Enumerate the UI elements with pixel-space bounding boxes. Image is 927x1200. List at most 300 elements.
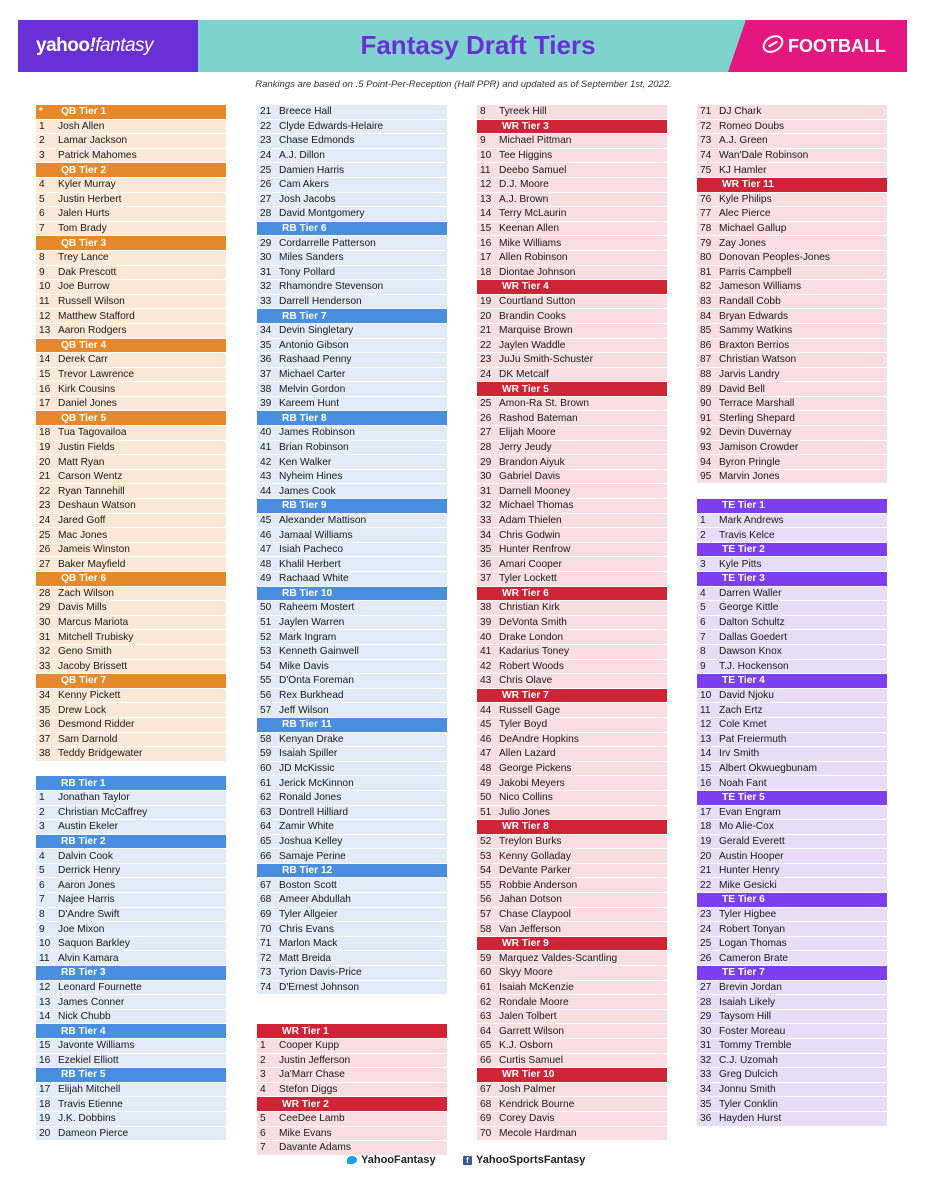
player-name: Ameer Abdullah [279, 894, 351, 906]
player-name: Romeo Doubs [719, 120, 785, 132]
player-name: Isaiah Likely [719, 996, 776, 1008]
player-row [697, 1083, 887, 1098]
player-row [36, 937, 226, 952]
player-block [477, 966, 667, 981]
player-rank: 27 [700, 981, 712, 993]
player-rank: 24 [480, 368, 492, 380]
player-rank: 11 [480, 164, 491, 176]
tier-block [477, 937, 667, 952]
player-block [36, 995, 226, 1010]
tier-label: TE Tier 2 [722, 544, 765, 556]
player-rank: 5 [39, 193, 45, 205]
player-row [697, 236, 887, 251]
player-name: Dalvin Cook [58, 850, 113, 862]
player-block [257, 1054, 447, 1069]
player-block [697, 236, 887, 251]
player-name: Rhamondre Stevenson [279, 281, 384, 293]
player-name: Brian Robinson [279, 441, 349, 453]
player-rank: 17 [39, 398, 51, 410]
tier-label: RB Tier 2 [61, 835, 106, 847]
player-row [477, 893, 667, 908]
player-rank: 26 [39, 544, 51, 556]
player-row [477, 703, 667, 718]
player-row [477, 951, 667, 966]
player-rank: 71 [700, 106, 712, 118]
player-name: Rashod Bateman [499, 412, 578, 424]
player-name: Kenneth Gainwell [279, 646, 359, 658]
player-block [477, 645, 667, 660]
player-block [36, 1039, 226, 1054]
player-name: Keenan Allen [499, 223, 560, 235]
player-block [36, 878, 226, 893]
player-block [36, 280, 226, 295]
tier-block [36, 1024, 226, 1039]
player-name: JuJu Smith-Schuster [499, 354, 593, 366]
player-name: Darren Waller [719, 587, 782, 599]
player-name: Michael Carter [279, 368, 346, 380]
player-block [257, 280, 447, 295]
tier-label: QB Tier 2 [61, 164, 107, 176]
player-name: Miles Sanders [279, 252, 344, 264]
player-row [477, 105, 667, 120]
player-rank: 9 [39, 266, 45, 278]
player-block [36, 791, 226, 806]
player-rank: 31 [480, 485, 492, 497]
player-rank: 18 [39, 1098, 51, 1110]
player-name: Najee Harris [58, 894, 115, 906]
player-row [257, 1083, 447, 1098]
player-block [477, 572, 667, 587]
tier-header [257, 309, 447, 324]
player-block [36, 499, 226, 514]
tier-block [697, 499, 887, 514]
player-name: Donovan Peoples-Jones [719, 252, 831, 264]
player-name: Tyler Lockett [499, 573, 557, 585]
player-row [697, 1024, 887, 1039]
player-block [477, 295, 667, 310]
player-name: DeVante Parker [499, 865, 571, 877]
player-row [257, 557, 447, 572]
player-row [257, 397, 447, 412]
player-rank: 12 [39, 981, 51, 993]
player-name: Antonio Gibson [279, 339, 349, 351]
player-rank: 54 [480, 865, 492, 877]
tier-block [257, 1024, 447, 1039]
player-row [257, 922, 447, 937]
player-rank: 54 [260, 660, 272, 672]
player-row [257, 1068, 447, 1083]
player-rank: 23 [39, 500, 51, 512]
facebook-handle: YahooSportsFantasy [476, 1154, 586, 1166]
tier-label: WR Tier 6 [502, 587, 549, 599]
player-block [257, 1039, 447, 1054]
player-name: Dameon Pierce [58, 1127, 129, 1139]
player-name: Russell Gage [499, 704, 561, 716]
player-block [477, 1127, 667, 1142]
player-row [697, 309, 887, 324]
player-rank: 65 [480, 1040, 492, 1052]
player-row [257, 733, 447, 748]
player-rank: 63 [480, 1011, 492, 1023]
player-rank: 32 [39, 646, 51, 658]
player-name: Cordarrelle Patterson [279, 237, 376, 249]
player-rank: 25 [480, 398, 492, 410]
player-name: D.J. Moore [499, 179, 549, 191]
player-rank: 44 [260, 485, 272, 497]
player-block [477, 163, 667, 178]
player-name: Jalen Tolbert [499, 1011, 557, 1023]
player-name: Patrick Mahomes [58, 150, 137, 162]
player-block [697, 1054, 887, 1069]
player-name: Marquez Valdes-Scantling [499, 952, 618, 964]
player-block [257, 601, 447, 616]
player-name: Ezekiel Elliott [58, 1054, 119, 1066]
brand-yahoo: yahoo [36, 35, 90, 56]
player-name: Kenny Golladay [499, 850, 571, 862]
player-rank: 31 [260, 266, 272, 278]
player-block [257, 1127, 447, 1142]
player-block [257, 470, 447, 485]
footer [0, 1154, 927, 1168]
player-row [257, 981, 447, 996]
player-name: Mike Gesicki [719, 879, 777, 891]
player-row [697, 1068, 887, 1083]
tier-header [36, 411, 226, 426]
tier-label: RB Tier 6 [282, 223, 327, 235]
player-name: Brandon Aiyuk [499, 456, 565, 468]
tier-block [697, 966, 887, 981]
player-rank: 46 [480, 733, 492, 745]
tier-block [477, 689, 667, 704]
player-rank: 74 [260, 981, 272, 993]
player-name: Cole Kmet [719, 719, 767, 731]
player-row [477, 251, 667, 266]
player-rank: 13 [700, 733, 712, 745]
player-name: Zamir White [279, 821, 334, 833]
tier-block [257, 411, 447, 426]
player-row [477, 747, 667, 762]
player-block [697, 1068, 887, 1083]
player-name: Mecole Hardman [499, 1127, 577, 1139]
subtitle: Rankings are based on .5 Point-Per-Reception (Half PPR) and updated as of September 1st, 2022. [255, 79, 672, 90]
player-rank: 36 [260, 354, 272, 366]
player-block [477, 207, 667, 222]
tier-header [257, 587, 447, 602]
player-block [257, 849, 447, 864]
player-block [36, 1097, 226, 1112]
player-row [697, 776, 887, 791]
player-rank: 33 [39, 660, 51, 672]
player-rank: 1 [39, 120, 45, 132]
player-block [257, 368, 447, 383]
player-name: Nico Collins [499, 792, 553, 804]
player-block [257, 791, 447, 806]
player-rank: 25 [700, 938, 712, 950]
player-row [36, 441, 226, 456]
player-block [477, 251, 667, 266]
player-row [257, 484, 447, 499]
player-block [36, 368, 226, 383]
player-block [257, 747, 447, 762]
player-row [477, 995, 667, 1010]
player-rank: 1 [39, 792, 45, 804]
tier-header [36, 674, 226, 689]
player-block [477, 908, 667, 923]
player-row [257, 149, 447, 164]
player-rank: 21 [260, 106, 272, 118]
player-name: DeAndre Hopkins [499, 733, 579, 745]
player-name: Tommy Tremble [719, 1040, 792, 1052]
player-row [36, 499, 226, 514]
player-row [477, 455, 667, 470]
player-block [36, 601, 226, 616]
player-block [257, 703, 447, 718]
player-rank: 8 [39, 252, 45, 264]
player-row [697, 266, 887, 281]
tier-label: RB Tier 11 [282, 719, 332, 731]
player-name: Kadarius Toney [499, 646, 570, 658]
player-block [477, 557, 667, 572]
player-name: Kenyan Drake [279, 733, 344, 745]
player-name: Isaiah Spiller [279, 748, 338, 760]
player-name: A.J. Green [719, 135, 768, 147]
player-block [697, 295, 887, 310]
player-row [477, 1097, 667, 1112]
player-name: Dak Prescott [58, 266, 117, 278]
twitter-link[interactable] [347, 1154, 436, 1166]
player-name: Cameron Brate [719, 952, 789, 964]
player-name: Lamar Jackson [58, 135, 128, 147]
player-name: Trey Lance [58, 252, 109, 264]
player-row [36, 193, 226, 208]
player-row [697, 353, 887, 368]
player-rank: 45 [260, 514, 272, 526]
player-name: David Montgomery [279, 208, 365, 220]
spacer [257, 1010, 447, 1025]
player-name: Josh Jacobs [279, 193, 336, 205]
player-row [477, 499, 667, 514]
player-block [477, 236, 667, 251]
player-rank: 33 [260, 296, 272, 308]
tier-block [36, 163, 226, 178]
player-row [257, 776, 447, 791]
player-block [697, 557, 887, 572]
player-block [257, 353, 447, 368]
tier-block [36, 674, 226, 689]
player-name: Dontrell Hilliard [279, 806, 349, 818]
tier-block [257, 499, 447, 514]
tier-block [477, 1068, 667, 1083]
player-block [477, 499, 667, 514]
tier-header [477, 587, 667, 602]
player-rank: 13 [480, 193, 492, 205]
player-row [257, 849, 447, 864]
player-row [257, 236, 447, 251]
player-block [257, 484, 447, 499]
player-rank: 79 [700, 237, 712, 249]
player-row [257, 339, 447, 354]
tier-header [36, 236, 226, 251]
player-block [257, 543, 447, 558]
player-name: Alec Pierce [719, 208, 771, 220]
player-rank: 57 [480, 908, 492, 920]
player-rank: 26 [700, 952, 712, 964]
player-rank: 5 [260, 1113, 266, 1125]
player-row [477, 645, 667, 660]
tier-label: WR Tier 9 [502, 938, 549, 950]
tier-block [36, 835, 226, 850]
player-name: Greg Dulcich [719, 1069, 778, 1081]
player-rank: 33 [700, 1069, 712, 1081]
player-block [257, 295, 447, 310]
tier-marker: * [39, 106, 43, 118]
player-row [257, 806, 447, 821]
player-rank: 6 [39, 879, 45, 891]
player-rank: 7 [260, 1142, 266, 1154]
player-name: T.J. Hockenson [719, 660, 789, 672]
player-block [36, 1083, 226, 1098]
player-row [257, 382, 447, 397]
player-name: James Cook [279, 485, 336, 497]
tier-block [697, 178, 887, 193]
player-row [697, 835, 887, 850]
player-block [36, 849, 226, 864]
player-row [36, 660, 226, 675]
player-block [36, 149, 226, 164]
player-name: Kyler Murray [58, 179, 116, 191]
player-block [36, 120, 226, 135]
player-row [257, 1054, 447, 1069]
player-rank: 57 [260, 704, 272, 716]
player-block [697, 1024, 887, 1039]
player-row [36, 747, 226, 762]
player-name: Mitchell Trubisky [58, 631, 134, 643]
player-rank: 23 [700, 908, 712, 920]
player-block [697, 703, 887, 718]
player-block [257, 105, 447, 120]
player-name: Garrett Wilson [499, 1025, 565, 1037]
player-row [477, 368, 667, 383]
player-rank: 94 [700, 456, 712, 468]
player-block [697, 441, 887, 456]
player-block [697, 411, 887, 426]
player-block [36, 178, 226, 193]
player-name: Marlon Mack [279, 938, 338, 950]
player-rank: 51 [480, 806, 492, 818]
player-row [36, 864, 226, 879]
facebook-link[interactable] [463, 1154, 585, 1166]
player-name: Julio Jones [499, 806, 550, 818]
player-block [36, 1112, 226, 1127]
player-name: Melvin Gordon [279, 383, 346, 395]
tier-block [697, 572, 887, 587]
player-block [257, 382, 447, 397]
player-name: Amari Cooper [499, 558, 562, 570]
player-rank: 37 [39, 733, 51, 745]
player-block [697, 820, 887, 835]
player-row [257, 134, 447, 149]
player-name: Elijah Mitchell [58, 1084, 121, 1096]
tier-header [36, 572, 226, 587]
player-block [697, 470, 887, 485]
player-name: Mac Jones [58, 529, 108, 541]
player-block [477, 178, 667, 193]
player-name: Michael Pittman [499, 135, 572, 147]
player-row [697, 120, 887, 135]
player-name: Christian Watson [719, 354, 797, 366]
player-rank: 67 [480, 1084, 492, 1096]
player-block [257, 733, 447, 748]
player-name: Isaiah McKenzie [499, 981, 574, 993]
player-rank: 27 [260, 193, 272, 205]
player-rank: 62 [480, 996, 492, 1008]
player-name: Tyler Boyd [499, 719, 548, 731]
player-name: Noah Fant [719, 777, 767, 789]
player-block [697, 353, 887, 368]
player-name: Jared Goff [58, 514, 106, 526]
player-name: Albert Okwuegbunam [719, 763, 817, 775]
player-name: Travis Kelce [719, 529, 775, 541]
player-block [477, 995, 667, 1010]
player-block [697, 878, 887, 893]
tier-block [697, 893, 887, 908]
tier-block [36, 339, 226, 354]
player-block [257, 1068, 447, 1083]
player-row [477, 791, 667, 806]
player-rank: 11 [39, 296, 50, 308]
player-rank: 18 [39, 427, 51, 439]
tier-label: WR Tier 1 [282, 1025, 329, 1037]
player-name: Baker Mayfield [58, 558, 126, 570]
player-rank: 43 [260, 471, 272, 483]
player-row [477, 1127, 667, 1142]
player-row [257, 426, 447, 441]
player-rank: 22 [260, 120, 272, 132]
player-block [697, 849, 887, 864]
tier-header [477, 689, 667, 704]
player-name: Kareem Hunt [279, 398, 340, 410]
player-block [257, 806, 447, 821]
player-name: Diontae Johnson [499, 266, 576, 278]
player-block [477, 616, 667, 631]
tier-label: WR Tier 7 [502, 690, 549, 702]
tier-block [36, 105, 226, 120]
player-block [477, 411, 667, 426]
player-name: Chase Claypool [499, 908, 571, 920]
player-rank: 55 [260, 675, 272, 687]
player-rank: 16 [39, 383, 51, 395]
player-block [697, 922, 887, 937]
player-row [697, 908, 887, 923]
tier-block [477, 120, 667, 135]
player-block [477, 149, 667, 164]
player-block [36, 557, 226, 572]
tier-block [697, 543, 887, 558]
player-row [36, 908, 226, 923]
player-rank: 21 [480, 325, 492, 337]
player-row [36, 733, 226, 748]
player-block [477, 353, 667, 368]
player-rank: 70 [480, 1127, 492, 1139]
player-row [257, 572, 447, 587]
player-name: Russell Wilson [58, 296, 125, 308]
player-rank: 47 [260, 544, 272, 556]
player-row [697, 601, 887, 616]
player-block [36, 660, 226, 675]
player-rank: 50 [480, 792, 492, 804]
player-rank: 49 [480, 777, 492, 789]
player-name: Logan Thomas [719, 938, 787, 950]
